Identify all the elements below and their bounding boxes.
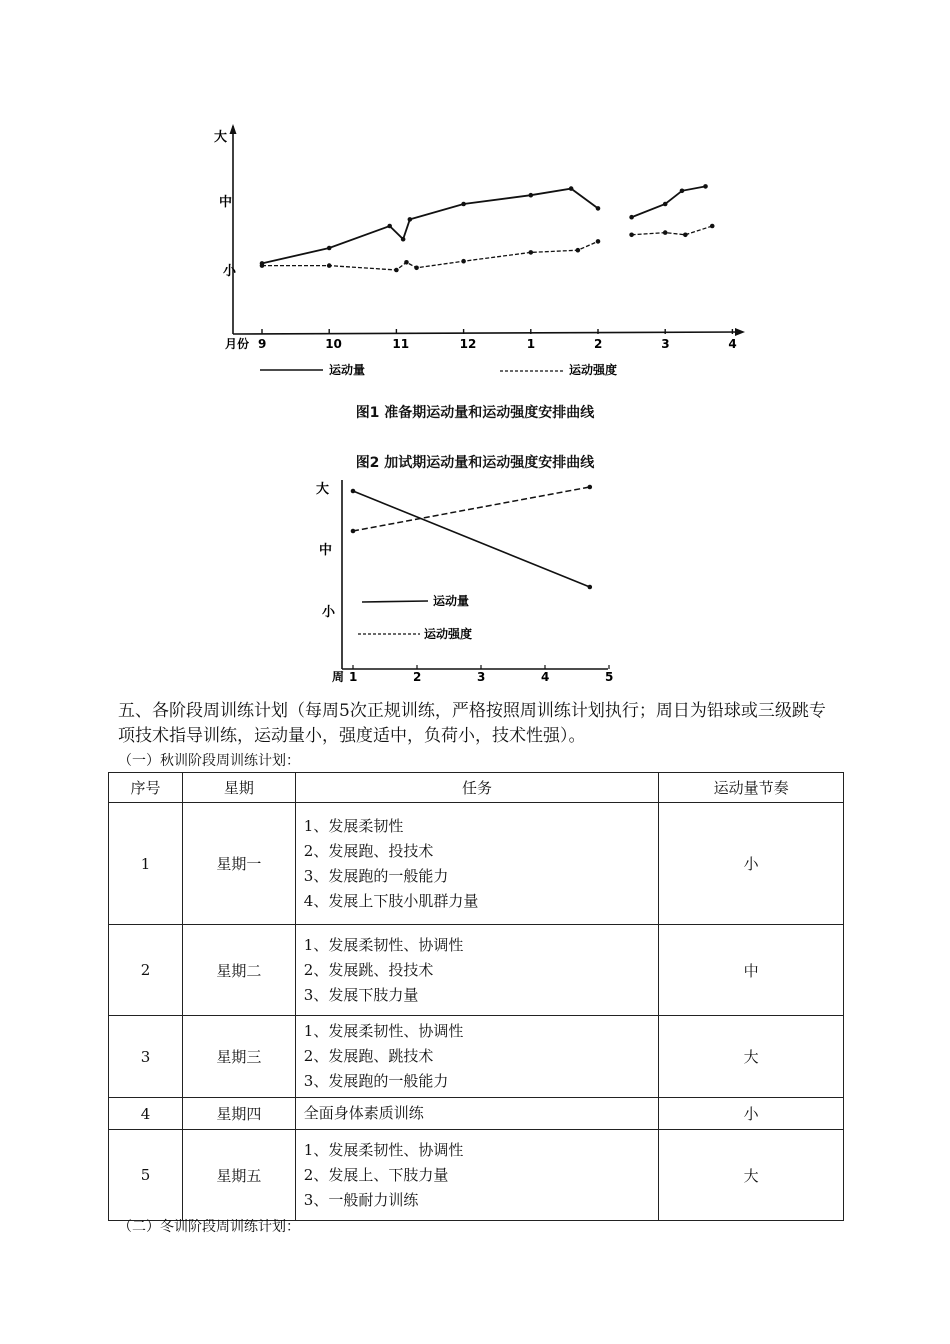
figure1-caption: 图1 准备期运动量和运动强度安排曲线 — [355, 405, 595, 421]
figure1-data-point — [680, 189, 685, 194]
table-row — [109, 1130, 844, 1221]
figure2-x-tick-label: 4 — [541, 670, 550, 684]
figure2-legend — [358, 593, 472, 641]
row-day: 星期一 — [182, 803, 295, 925]
task-item: 3、发展跑的一般能力 — [303, 866, 449, 885]
task-item: 1、发展柔韧性、协调性 — [303, 1140, 464, 1159]
figure1-series-line — [262, 241, 598, 270]
row-rhythm: 大 — [659, 1016, 844, 1098]
row-number: 2 — [109, 925, 183, 1016]
figure1-legend — [260, 362, 617, 377]
figure1-legend-intensity: 运动强度 — [569, 363, 618, 377]
figure1-x-axis-name: 月份 — [225, 337, 250, 351]
figure2-legend-volume: 运动量 — [433, 594, 470, 608]
figure1-axes — [230, 124, 746, 336]
figure1-series-line — [632, 226, 713, 235]
row-number: 3 — [109, 1016, 183, 1098]
figure1-series-line — [632, 186, 706, 217]
figure2-chart — [310, 478, 615, 690]
header-rhythm: 运动量节奏 — [659, 773, 844, 803]
row-day: 星期四 — [182, 1098, 295, 1130]
table-row — [109, 1098, 844, 1130]
autumn-plan-title: （一）秋训阶段周训练计划： — [118, 753, 300, 769]
header-number: 序号 — [109, 773, 183, 803]
figure2-series-line — [353, 487, 590, 531]
header-tasks: 任务 — [295, 773, 658, 803]
figure1-x-tick-label: 12 — [459, 337, 477, 351]
figure1-legend-volume: 运动量 — [329, 363, 366, 377]
figure2-x-tick-label: 5 — [605, 670, 614, 684]
figure1-ylabel-mid: 中 — [219, 195, 233, 210]
figure1-ylabel-big: 大 — [214, 130, 228, 145]
figure2-x-tick-label: 1 — [349, 670, 358, 684]
figure2-ylabel-small: 小 — [322, 605, 336, 620]
figure1-series — [260, 184, 715, 272]
task-item: 1、发展柔韧性、协调性 — [303, 1022, 464, 1040]
row-day: 星期五 — [182, 1130, 295, 1221]
table-row — [109, 925, 844, 1016]
row-rhythm: 小 — [659, 803, 844, 925]
figure2-x-tick-label: 2 — [413, 670, 422, 684]
figure1-x-tick-label: 9 — [258, 337, 267, 351]
figure2-data-point — [351, 489, 356, 494]
winter-plan-title: （二）冬训阶段周训练计划： — [118, 1219, 300, 1235]
figure1-data-point — [260, 263, 265, 268]
row-rhythm: 小 — [659, 1098, 844, 1130]
figure1-data-point — [596, 206, 601, 211]
row-tasks — [295, 1016, 658, 1098]
figure1-data-point — [387, 224, 392, 229]
task-item: 全面身体素质训练 — [303, 1104, 424, 1122]
figure2-x-tick-label: 3 — [477, 670, 486, 684]
row-number: 1 — [109, 803, 183, 925]
figure2-caption: 图2 加试期运动量和运动强度安排曲线 — [355, 455, 595, 471]
row-tasks — [295, 1098, 658, 1130]
row-day: 星期二 — [182, 925, 295, 1016]
figure2-legend-solid-swatch — [362, 601, 428, 602]
task-item: 3、发展跑的一般能力 — [303, 1072, 449, 1090]
figure1-data-point — [629, 233, 634, 238]
row-number: 4 — [109, 1098, 183, 1130]
figure1-data-point — [394, 268, 399, 273]
task-item: 3、发展下肢力量 — [303, 985, 419, 1004]
task-item: 2、发展跑、投技术 — [303, 841, 434, 860]
table-row — [109, 803, 844, 925]
weekly-plan-table — [108, 772, 844, 1221]
table-header-row — [109, 773, 844, 803]
figure2-ylabel-mid: 中 — [319, 543, 333, 558]
table-row — [109, 1016, 844, 1098]
figure1-data-point — [529, 193, 534, 198]
figure1-x-tick-label: 10 — [325, 337, 342, 351]
figure1-data-point — [710, 224, 715, 229]
figure2-legend-intensity: 运动强度 — [424, 627, 473, 641]
figure1-x-tick-label: 2 — [594, 337, 603, 351]
task-item: 4、发展上下肢小肌群力量 — [303, 891, 479, 910]
figure1-data-point — [327, 246, 332, 251]
figure1-data-point — [461, 259, 466, 264]
task-item: 2、发展跑、跳技术 — [303, 1047, 434, 1065]
figure1-data-point — [683, 233, 688, 238]
figure1-data-point — [461, 202, 466, 207]
row-rhythm: 中 — [659, 925, 844, 1016]
figure1-data-point — [596, 239, 601, 244]
figure2-x-axis-name: 周 — [332, 670, 345, 684]
figure2-x-ticks — [349, 665, 613, 684]
figure1-data-point — [327, 263, 332, 268]
task-item: 1、发展柔韧性 — [303, 816, 404, 835]
task-item: 2、发展上、下肢力量 — [303, 1165, 449, 1184]
figure1-chart — [205, 122, 750, 387]
task-item: 3、一般耐力训练 — [303, 1190, 419, 1209]
figure2-data-point — [588, 485, 593, 490]
figure1-data-point — [663, 202, 668, 207]
figure1-data-point — [663, 230, 668, 235]
figure1-data-point — [414, 266, 419, 271]
figure1-x-tick-label: 3 — [661, 337, 670, 351]
figure1-data-point — [703, 184, 708, 189]
header-day: 星期 — [182, 773, 295, 803]
row-tasks — [295, 925, 658, 1016]
figure2-data-point — [351, 529, 356, 534]
row-tasks — [295, 803, 658, 925]
figure1-data-point — [404, 260, 409, 265]
figure2-series-line — [353, 491, 590, 587]
figure1-data-point — [529, 250, 534, 255]
task-item: 2、发展跳、投技术 — [303, 960, 434, 979]
figure1-data-point — [408, 217, 413, 222]
figure1-x-tick-label: 1 — [526, 337, 536, 351]
row-day: 星期三 — [182, 1016, 295, 1098]
figure1-data-point — [569, 186, 574, 191]
figure1-data-point — [576, 248, 581, 253]
section5-heading: 五、各阶段周训练计划（每周5次正规训练，严格按照周训练计划执行；周日为铅球或三级跳专项技术指导训练，运动量小，强度适中，负荷小，技术性强）。 — [118, 701, 826, 746]
row-rhythm: 大 — [659, 1130, 844, 1221]
figure1-x-tick-label: 11 — [392, 337, 410, 351]
figure1-ylabel-small: 小 — [223, 264, 237, 279]
figure1-data-point — [401, 237, 406, 242]
figure1-data-point — [629, 215, 634, 220]
row-tasks — [295, 1130, 658, 1221]
figure2-ylabel-big: 大 — [316, 482, 330, 497]
figure2-series — [351, 485, 592, 590]
figure2-data-point — [588, 585, 593, 590]
row-number: 5 — [109, 1130, 183, 1221]
figure1-x-tick-label: 4 — [728, 337, 737, 351]
figure2-axes — [342, 480, 608, 669]
task-item: 1、发展柔韧性、协调性 — [303, 935, 464, 954]
